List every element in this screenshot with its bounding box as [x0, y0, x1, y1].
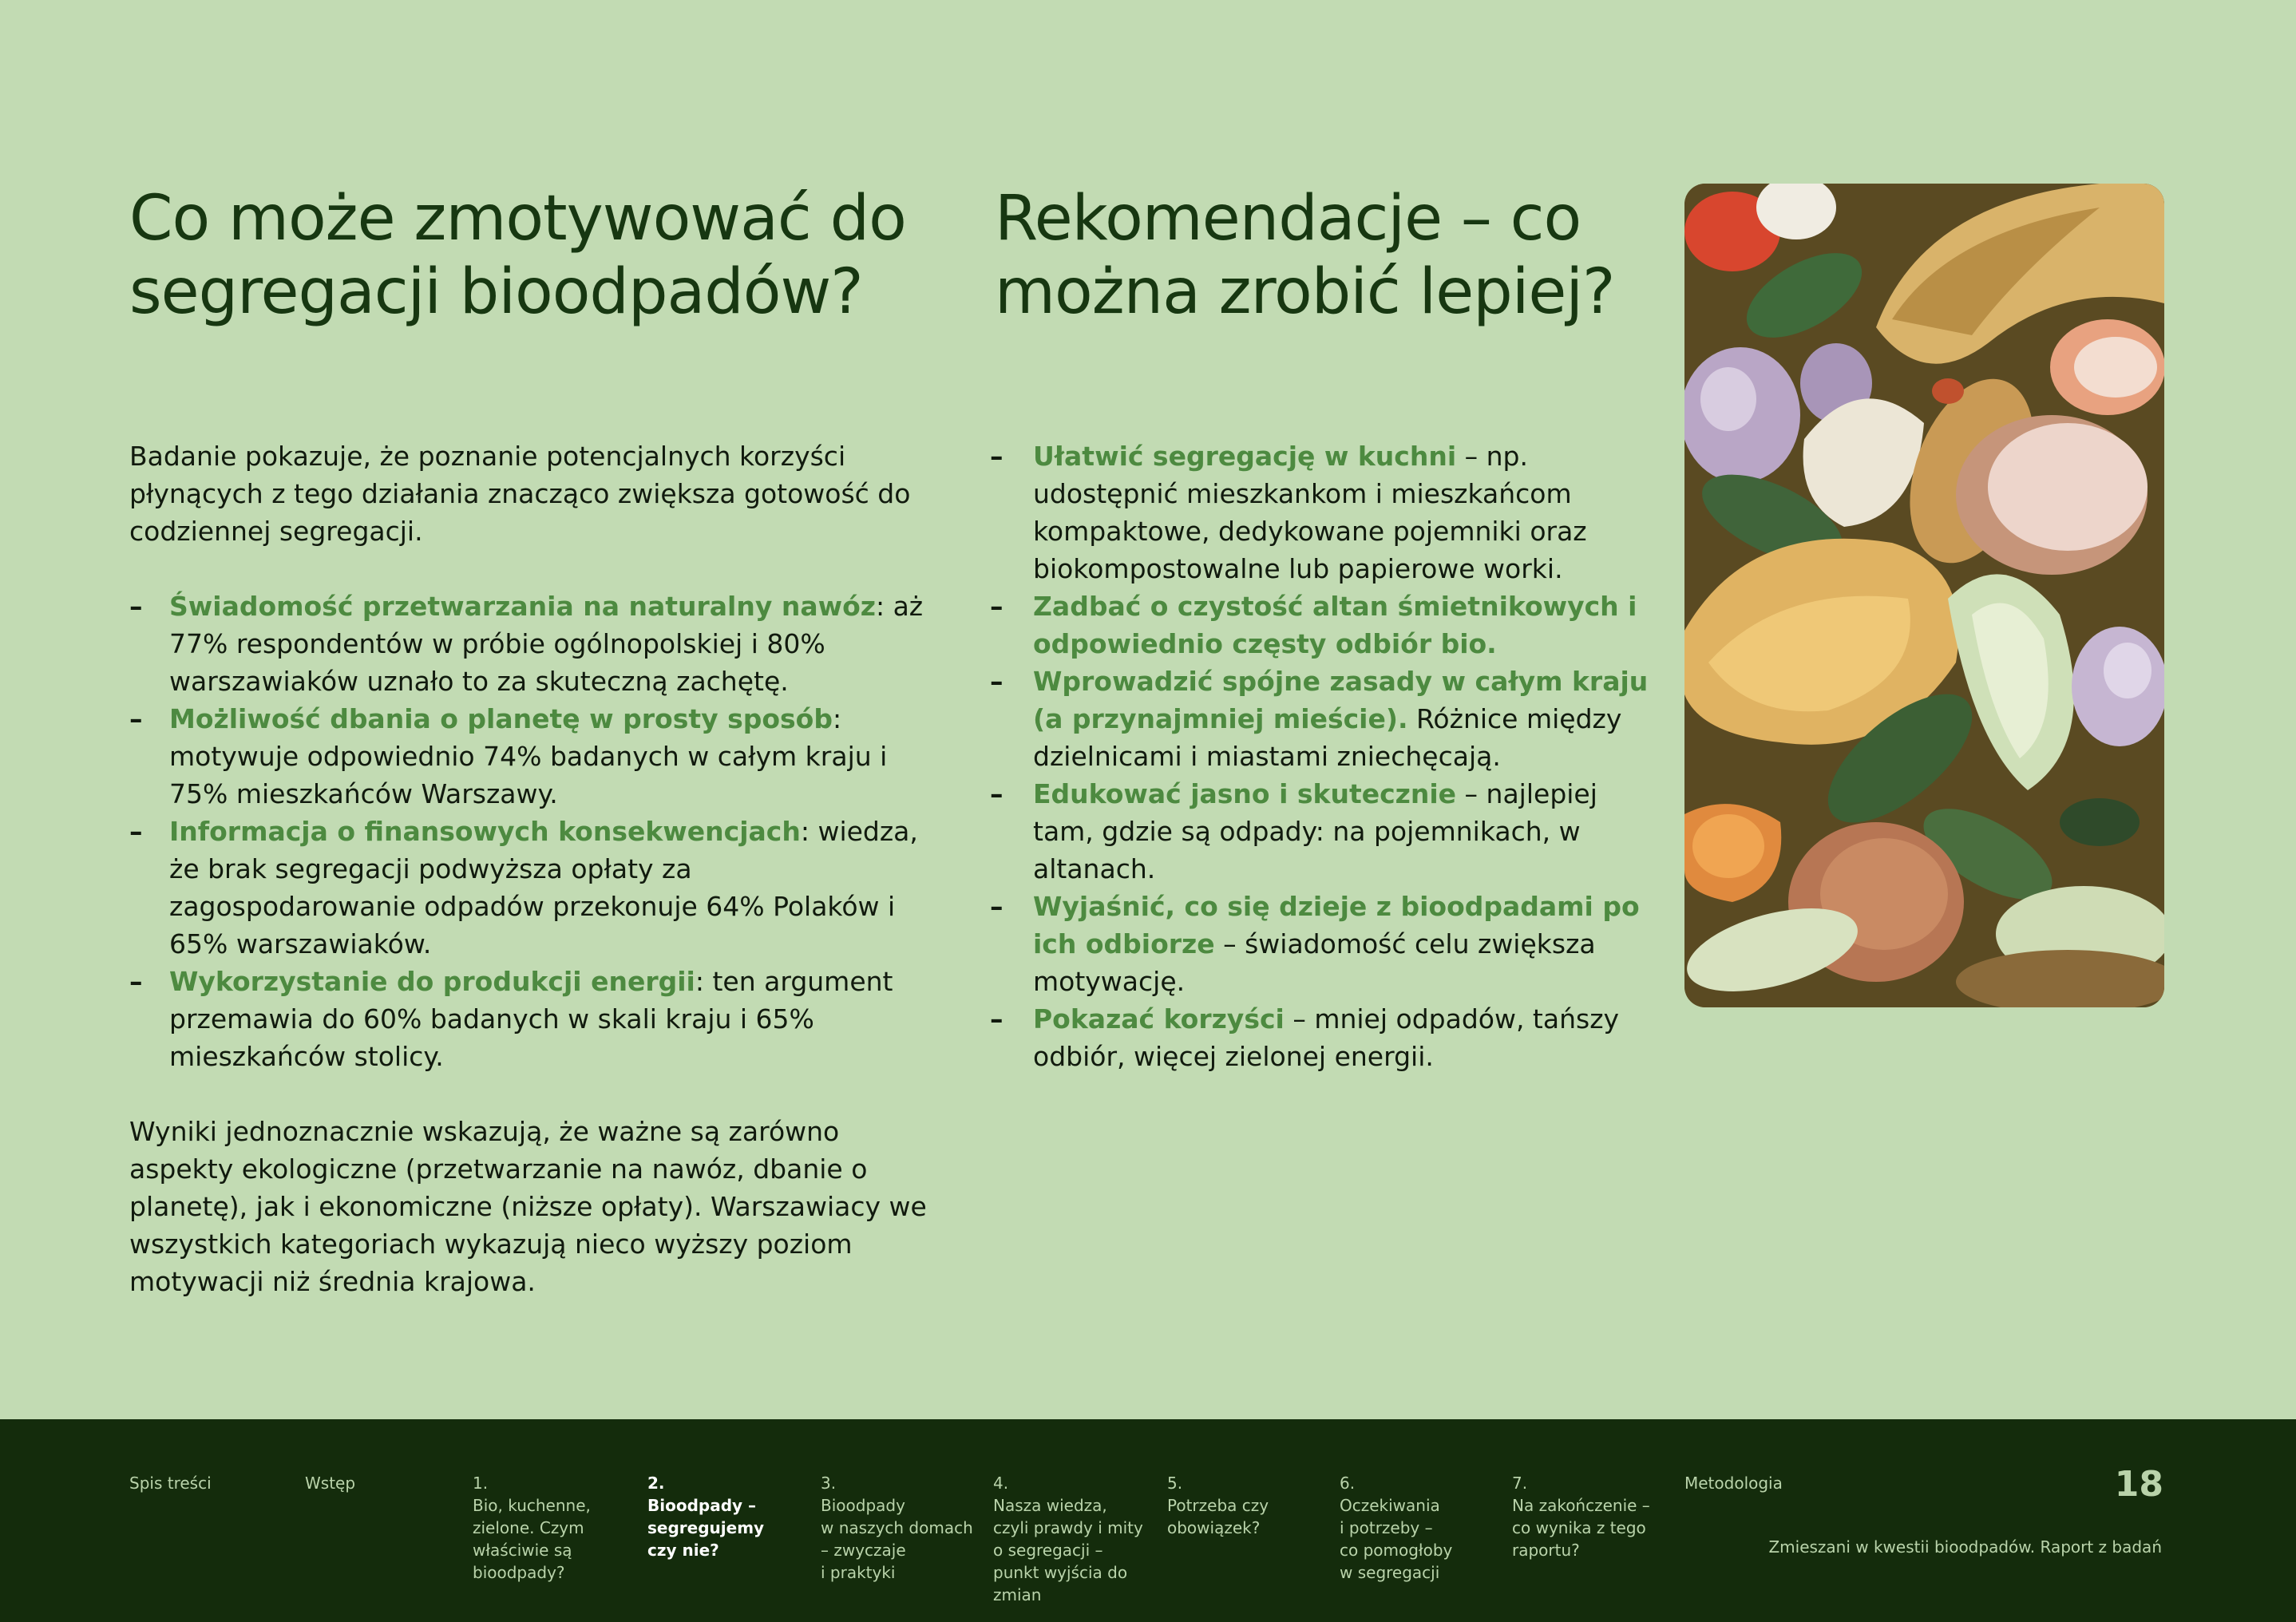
list-item	[990, 1000, 1653, 1075]
list-item-text: Różnice między dzielnicami i miastami zniechęcają.	[1033, 703, 1622, 772]
nav-item-label: 2. Bioodpady – segregujemy czy nie?	[647, 1474, 765, 1560]
list-item-text: – np. udostępnić mieszkankom i mieszkańcom kompaktowe, dedykowane pojemniki oraz biokompostowalne lub papierowe worki.	[1033, 441, 1587, 584]
food-scraps-photo	[1684, 184, 2164, 1007]
list-item-highlight: Pokazać korzyści	[1033, 1003, 1285, 1035]
list-item-highlight: Wyjaśnić, co się dzieje z bioodpadami po ich odbiorze	[1033, 891, 1640, 959]
nav-item-chapter-5[interactable]	[1167, 1472, 1327, 1539]
list-item-text: : motywuje odpowiednio 74% badanych w całym kraju i 75% mieszkańców Warszawy.	[169, 703, 888, 809]
nav-item-chapter-7[interactable]	[1512, 1472, 1672, 1561]
list-item-highlight: Informacja o finansowych konsekwencjach	[169, 816, 801, 847]
footer-navigation	[0, 1419, 2296, 1622]
motivation-list	[129, 587, 928, 1075]
list-item	[129, 963, 928, 1075]
page-number: 18	[2114, 1464, 2163, 1505]
list-item	[990, 663, 1653, 775]
list-item-highlight: Edukować jasno i skutecznie	[1033, 778, 1457, 809]
nav-item-label: 1. Bio, kuchenne, zielone. Czym właściwie są bioodpady?	[473, 1474, 591, 1582]
heading-recommendations: Rekomendacje – co można zrobić lepiej?	[995, 183, 1615, 328]
list-item-highlight: Wykorzystanie do produkcji energii	[169, 966, 695, 997]
nav-item-introduction[interactable]	[305, 1472, 465, 1494]
nav-item-label: 6. Oczekiwania i potrzeby – co pomogłoby w segregacji	[1340, 1474, 1453, 1582]
nav-item-label: Wstęp	[305, 1474, 356, 1493]
nav-item-label: 5. Potrzeba czy obowiązek?	[1167, 1474, 1269, 1537]
list-item	[990, 888, 1653, 1000]
list-item-text: – mniej odpadów, tańszy odbiór, więcej zielonej energii.	[1033, 1003, 1620, 1072]
list-item	[990, 775, 1653, 888]
list-item	[129, 813, 928, 963]
list-item-highlight: Zadbać o czystość altan śmietnikowych i odpowiednio częsty odbiór bio.	[1033, 591, 1637, 659]
nav-item-chapter-1[interactable]	[473, 1472, 632, 1584]
nav-item-label: 7. Na zakończenie – co wynika z tego raportu?	[1512, 1474, 1650, 1560]
nav-item-chapter-4[interactable]	[993, 1472, 1153, 1606]
motivation-conclusion: Wyniki jednoznacznie wskazują, że ważne są zarówno aspekty ekologiczne (przetwarzanie na nawóz, dbanie o planetę), jak i ekonomiczne (niższe opłaty). Warszawiacy we wszystkich kategoriach wykazują nieco wyższy poziom motywacji niż średnia krajowa.	[129, 1116, 927, 1297]
list-item	[129, 587, 928, 700]
nav-item-label: Metodologia	[1684, 1474, 1783, 1493]
report-title: Zmieszani w kwestii bioodpadów. Raport z badań	[1768, 1537, 2162, 1557]
nav-item-label: 3. Bioodpady w naszych domach – zwyczaje i praktyki	[821, 1474, 973, 1582]
nav-item-chapter-3[interactable]	[821, 1472, 980, 1584]
list-item-highlight: Świadomość przetwarzania na naturalny nawóz	[169, 591, 876, 622]
list-item-text: : wiedza, że brak segregacji podwyższa opłaty za zagospodarowanie odpadów przekonuje 64% Polaków i 65% warszawiaków.	[169, 816, 918, 959]
nav-item-label: Spis treści	[129, 1474, 212, 1493]
recommendations-list	[990, 437, 1653, 1075]
list-item-text: – najlepiej tam, gdzie są odpady: na pojemnikach, w altanach.	[1033, 778, 1597, 884]
list-item-highlight: Ułatwić segregację w kuchni	[1033, 441, 1457, 472]
heading-motivation: Co może zmotywować do segregacji bioodpadów?	[129, 183, 906, 328]
motivation-intro: Badanie pokazuje, że poznanie potencjalnych korzyści płynących z tego działania znacząco zwiększa gotowość do codziennej segregacji.	[129, 441, 911, 547]
motivation-column	[129, 437, 928, 1338]
nav-item-chapter-6[interactable]	[1340, 1472, 1499, 1584]
list-item-text: : ten argument przemawia do 60% badanych w skali kraju i 65% mieszkańców stolicy.	[169, 966, 893, 1072]
nav-item-label: 4. Nasza wiedza, czyli prawdy i mity o segregacji – punkt wyjścia do zmian	[993, 1474, 1143, 1604]
food-scraps-illustration	[1684, 184, 2164, 1007]
recommendations-column	[990, 437, 1653, 1113]
list-item	[990, 587, 1653, 663]
list-item	[129, 700, 928, 813]
nav-item-chapter-2[interactable]	[647, 1472, 807, 1561]
nav-item-methodology[interactable]	[1684, 1472, 1844, 1494]
nav-item-table-of-contents[interactable]	[129, 1472, 289, 1494]
list-item-text: – świadomość celu zwiększa motywację.	[1033, 928, 1596, 997]
list-item-text: : aż 77% respondentów w próbie ogólnopolskiej i 80% warszawiaków uznało to za skuteczną zachętę.	[169, 591, 924, 697]
list-item-highlight: Możliwość dbania o planetę w prosty sposób	[169, 703, 833, 734]
list-item	[990, 437, 1653, 587]
list-item-highlight: Wprowadzić spójne zasady w całym kraju (a przynajmniej mieście).	[1033, 666, 1649, 734]
